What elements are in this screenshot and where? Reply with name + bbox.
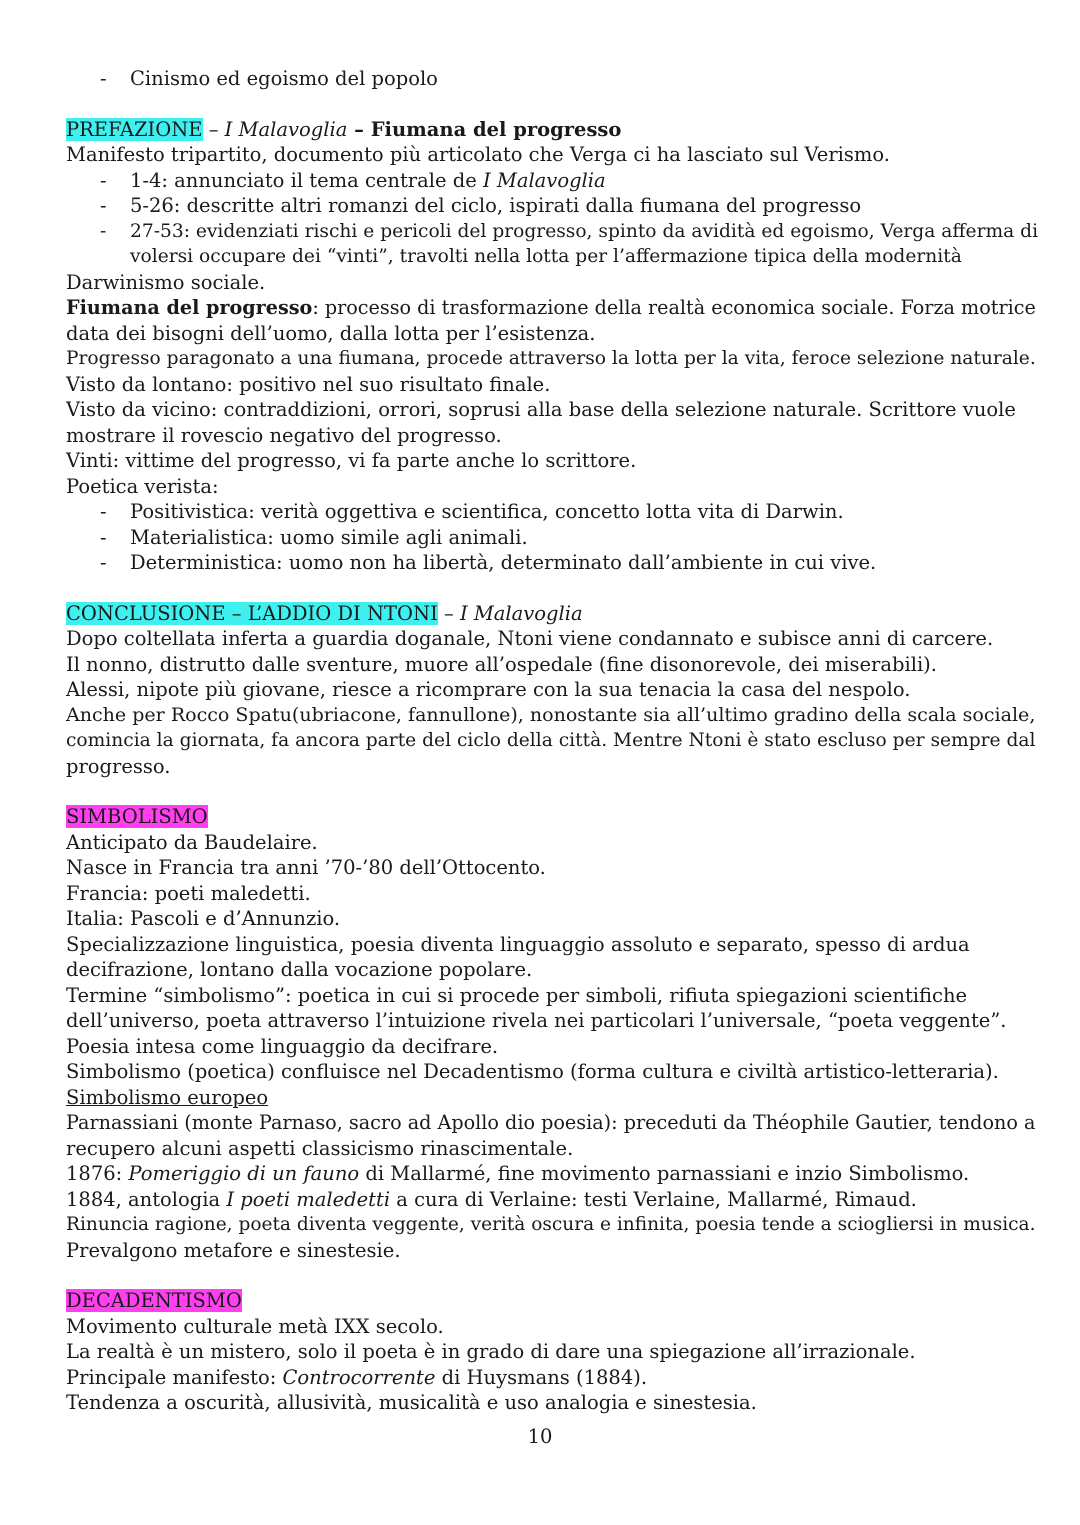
- paragraph: recupero alcuni aspetti classicismo rinascimentale.: [66, 1136, 574, 1160]
- paragraph: Anticipato da Baudelaire.: [66, 830, 318, 854]
- paragraph: Visto da vicino: contraddizioni, orrori, soprusi alla base della selezione naturale. Scrittore vuole: [66, 398, 1016, 421]
- page-number: 10: [527, 1425, 553, 1448]
- paragraph: Poesia intesa come linguaggio da decifrare.: [66, 1034, 499, 1058]
- list-item: - 1-4: annunciato il tema centrale de I Malavoglia: [66, 168, 1036, 194]
- paragraph: Poetica verista:: [66, 474, 219, 498]
- list-item: - 27-53: evidenziati rischi e pericoli del progresso, spinto da avidità ed egoismo, Verga afferma di volersi occupare dei “vinti”, travolti nella lotta per l’affermazione tipica della modernità: [66, 219, 1036, 270]
- paragraph: Simbolismo (poetica) confluisce nel Decadentismo (forma cultura e civiltà artistico-letteraria).: [66, 1060, 999, 1083]
- paragraph: Tendenza a oscurità, allusività, musicalità e uso analogia e sinestesia.: [66, 1391, 757, 1414]
- paragraph: Principale manifesto: Controcorrente di Huysmans (1884).: [66, 1365, 648, 1389]
- paragraph: 1876: Pomeriggio di un fauno di Mallarmé, fine movimento parnassiani e inzio Simbolismo.: [66, 1162, 970, 1185]
- subheading-simbolismo-europeo: Simbolismo europeo: [66, 1085, 269, 1109]
- document-page: [66, 66, 1039, 1416]
- section-heading-decadentismo: [66, 1288, 1036, 1314]
- paragraph: Visto da lontano: positivo nel suo risultato finale.: [66, 372, 551, 396]
- paragraph: La realtà è un mistero, solo il poeta è in grado di dare una spiegazione all’irrazionale.: [66, 1340, 916, 1363]
- paragraph: comincia la giornata, fa ancora parte del ciclo della città. Mentre Ntoni è stato escluso per sempre dal: [66, 730, 1036, 751]
- paragraph: Italia: Pascoli e d’Annunzio.: [66, 907, 341, 930]
- paragraph: Parnassiani (monte Parnaso, sacro ad Apollo dio poesia): preceduti da Théophile Gautier, tendono a: [66, 1111, 1036, 1134]
- list-item: - 5-26: descritte altri romanzi del ciclo, ispirati dalla fiumana del progresso: [66, 193, 1036, 219]
- paragraph: Alessi, nipote più giovane, riesce a ricomprare con la sua tenacia la casa del nespolo.: [66, 678, 911, 701]
- paragraph: Francia: poeti maledetti.: [66, 881, 311, 905]
- paragraph: progresso.: [66, 754, 171, 778]
- paragraph: data dei bisogni dell’uomo, dalla lotta per l’esistenza.: [66, 321, 596, 345]
- paragraph: Nasce in Francia tra anni ’70-’80 dell’Ottocento.: [66, 856, 546, 879]
- paragraph: decifrazione, lontano dalla vocazione popolare.: [66, 958, 533, 981]
- list-item: - Materialistica: uomo simile agli animali.: [66, 525, 1036, 551]
- paragraph: 1884, antologia I poeti maledetti a cura di Verlaine: testi Verlaine, Mallarmé, Rimaud.: [66, 1187, 917, 1211]
- section-heading-simbolismo: [66, 804, 1036, 830]
- list-item: - Deterministica: uomo non ha libertà, determinato dall’ambiente in cui vive.: [66, 550, 1036, 576]
- paragraph: Termine “simbolismo”: poetica in cui si procede per simboli, rifiuta spiegazioni scientifiche: [66, 983, 968, 1007]
- paragraph: Progresso paragonato a una fiumana, procede attraverso la lotta per la vita, feroce selezione naturale.: [66, 348, 1036, 369]
- paragraph: Manifesto tripartito, documento più articolato che Verga ci ha lasciato sul Verismo.: [66, 143, 890, 166]
- highlight-tag: CONCLUSIONE – L’ADDIO DI NTONI: [66, 601, 438, 625]
- list-item: - Positivistica: verità oggettiva e scientifica, concetto lotta vita di Darwin.: [66, 499, 1036, 525]
- paragraph: Anche per Rocco Spatu(ubriacone, fannullone), nonostante sia all’ultimo gradino della scala sociale,: [66, 703, 1036, 726]
- paragraph: Darwinismo sociale.: [66, 270, 266, 294]
- paragraph: Rinuncia ragione, poeta diventa veggente, verità oscura e infinita, poesia tende a sciogliersi in musica.: [66, 1214, 1036, 1235]
- section-heading-conclusione: CONCLUSIONE – L’ADDIO DI NTONI – I Malavoglia: [66, 601, 583, 625]
- list-item: - Cinismo ed egoismo del popolo: [66, 66, 1036, 92]
- paragraph: Specializzazione linguistica, poesia diventa linguaggio assoluto e separato, spesso di ardua: [66, 932, 970, 956]
- paragraph: Movimento culturale metà IXX secolo.: [66, 1314, 444, 1338]
- paragraph: dell’universo, poeta attraverso l’intuizione rivela nei particolari l’universale, “poeta veggente”.: [66, 1009, 1007, 1032]
- paragraph: Fiumana del progresso: processo di trasformazione della realtà economica sociale. Forza motrice: [66, 296, 1036, 319]
- highlight-tag: PREFAZIONE: [66, 117, 203, 141]
- paragraph: Il nonno, distrutto dalle sventure, muore all’ospedale (fine disonorevole, dei miserabili).: [66, 652, 937, 676]
- highlight-tag: SIMBOLISMO: [66, 805, 208, 828]
- paragraph: Prevalgono metafore e sinestesie.: [66, 1238, 401, 1262]
- paragraph: mostrare il rovescio negativo del progresso.: [66, 423, 502, 447]
- paragraph: Vinti: vittime del progresso, vi fa parte anche lo scrittore.: [66, 449, 637, 472]
- highlight-tag: DECADENTISMO: [66, 1289, 242, 1312]
- paragraph: Dopo coltellata inferta a guardia doganale, Ntoni viene condannato e subisce anni di carcere.: [66, 627, 994, 650]
- section-heading-prefazione: PREFAZIONE – I Malavoglia – Fiumana del progresso: [66, 117, 622, 141]
